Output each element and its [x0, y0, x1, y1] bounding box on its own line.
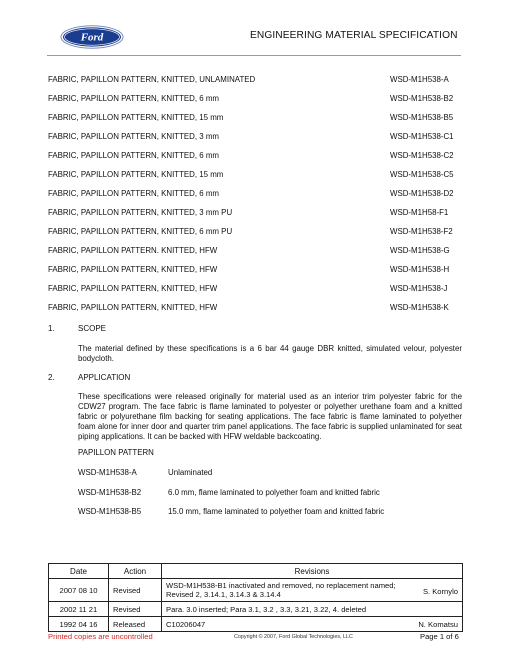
revision-row: [49, 579, 463, 602]
spec-description: FABRIC, PAPILLON PATTERN, KNITTED, HFW: [48, 284, 218, 293]
spec-code: WSD-M1H538-A: [390, 75, 449, 84]
spec-code: WSD-M1H538-K: [390, 303, 449, 312]
revision-detail: [162, 579, 463, 602]
document-title: ENGINEERING MATERIAL SPECIFICATION: [250, 30, 458, 41]
page-number: Page 1 of 6: [420, 632, 459, 641]
spec-row: [48, 91, 462, 110]
spec-row: [48, 300, 462, 319]
spec-description: FABRIC, PAPILLON PATTERN, KNITTED, 6 mm: [48, 94, 219, 103]
scope-section-number: 1.: [48, 324, 55, 333]
spec-row: [48, 243, 462, 262]
spec-code: WSD-M1H538-F2: [390, 227, 453, 236]
application-heading: APPLICATION: [78, 373, 131, 382]
pattern-description: Unlaminated: [168, 468, 213, 477]
revision-author: S. Kornylo: [422, 587, 458, 596]
spec-row: [48, 186, 462, 205]
action-column-header: Action: [109, 564, 162, 579]
spec-code: WSD-M1H538-D2: [390, 189, 454, 198]
spec-code: WSD-M1H538-B2: [390, 94, 454, 103]
revision-row: [49, 602, 463, 617]
spec-description: FABRIC, PAPILLON PATTERN, KNITTED, 3 mm PU: [48, 208, 233, 217]
papillon-heading: PAPILLON PATTERN: [78, 448, 154, 457]
spec-code: WSD-M1H538-C5: [390, 170, 454, 179]
spec-description: FABRIC, PAPILLON PATTERN, KNITTED, 15 mm: [48, 170, 224, 179]
spec-description: FABRIC, PAPILLON PATTERN, KNITTED, 6 mm PU: [48, 227, 233, 236]
revision-date: 2002 11 21: [49, 602, 109, 617]
spec-row: [48, 72, 462, 91]
ford-logo: [60, 25, 124, 49]
revision-date: 1992 04 16: [49, 617, 109, 632]
application-section-number: 2.: [48, 373, 55, 382]
spec-description: FABRIC, PAPILLON PATTERN. KNITTED, HFW: [48, 246, 218, 255]
spec-row: [48, 224, 462, 243]
spec-row: [48, 167, 462, 186]
spec-list: [48, 72, 462, 319]
revision-author: N. Komatsu: [418, 619, 458, 629]
spec-row: [48, 205, 462, 224]
spec-row: [48, 129, 462, 148]
spec-description: FABRIC, PAPILLON PATTERN, KNITTED, HFW: [48, 303, 218, 312]
spec-code: WSD-M1H58-F1: [390, 208, 449, 217]
copyright-notice: Copyright © 2007, Ford Global Technologies, LLC: [234, 634, 353, 640]
revision-detail: [162, 617, 463, 632]
pattern-code: WSD-M1H538-A: [78, 468, 137, 477]
revision-row: [49, 617, 463, 632]
spec-code: WSD-M1H538-H: [390, 265, 450, 274]
header-divider: [47, 55, 461, 56]
spec-description: FABRIC, PAPILLON PATTERN, KNITTED, UNLAMINATED: [48, 75, 256, 84]
pattern-code: WSD-M1H538-B2: [78, 488, 142, 497]
pattern-description: 15.0 mm, flame laminated to polyether foam and knitted fabric: [168, 507, 385, 516]
spec-code: WSD-M1H538-C2: [390, 151, 454, 160]
spec-description: FABRIC, PAPILLON PATTERN, KNITTED, 3 mm: [48, 132, 219, 141]
pattern-code: WSD-M1H538-B5: [78, 507, 142, 516]
scope-text: The material defined by these specifications is a 6 bar 44 gauge DBR knitted, simulated velour, polyester bodycloth.: [78, 344, 462, 363]
scope-heading: SCOPE: [78, 324, 107, 333]
revision-detail: [162, 602, 463, 617]
spec-description: FABRIC, PAPILLON PATTERN, KNITTED, 15 mm: [48, 113, 224, 122]
revision-table: [48, 563, 463, 632]
revision-action: Revised: [109, 602, 162, 617]
spec-row: [48, 281, 462, 300]
revision-action: Revised: [109, 579, 162, 602]
spec-description: FABRIC, PAPILLON PATTERN, KNITTED, HFW: [48, 265, 218, 274]
spec-row: [48, 262, 462, 281]
spec-code: WSD-M1H538-B5: [390, 113, 454, 122]
spec-code: WSD-M1H538-J: [390, 284, 448, 293]
spec-row: [48, 110, 462, 129]
revision-action: Released: [109, 617, 162, 632]
revision-text: WSD-M1H538-B1 inactivated and removed, no replacement named; Revised 2, 3.14.1, 3.14.3 & 3.14.4: [166, 581, 396, 599]
logo-text: Ford: [80, 31, 104, 44]
revision-text: C10206047: [166, 619, 206, 629]
revisions-column-header: Revisions: [162, 564, 463, 579]
revision-date: 2007 08 10: [49, 579, 109, 602]
pattern-description: 6.0 mm, flame laminated to polyether foam and knitted fabric: [168, 488, 380, 497]
spec-code: WSD-M1H538-C1: [390, 132, 454, 141]
spec-description: FABRIC, PAPILLON PATTERN, KNITTED, 6 mm: [48, 189, 219, 198]
revision-text: Para. 3.0 inserted; Para 3.1, 3.2 , 3.3, 3.21, 3.22, 4. deleted: [166, 604, 367, 614]
spec-code: WSD-M1H538-G: [390, 246, 450, 255]
date-column-header: Date: [49, 564, 109, 579]
uncontrolled-notice: Printed copies are uncontrolled: [48, 632, 153, 641]
revision-header-row: [49, 564, 463, 579]
spec-row: [48, 148, 462, 167]
spec-description: FABRIC, PAPILLON PATTERN, KNITTED, 6 mm: [48, 151, 219, 160]
application-text: These specifications were released originally for material used as an interior trim polyester fabric for the CDW27 program. The face fabric is flame laminated to polyester or polyether urethane foam and a knitted fabric or polyurethane film backing for seating applications. The face fabric is flame laminated to polyether foam alone for inner door and quarter trim panel applications. The face fabric is supplied unlaminated for seat piping applications. It can be backed with HFW weldable backcoating.: [78, 392, 462, 441]
